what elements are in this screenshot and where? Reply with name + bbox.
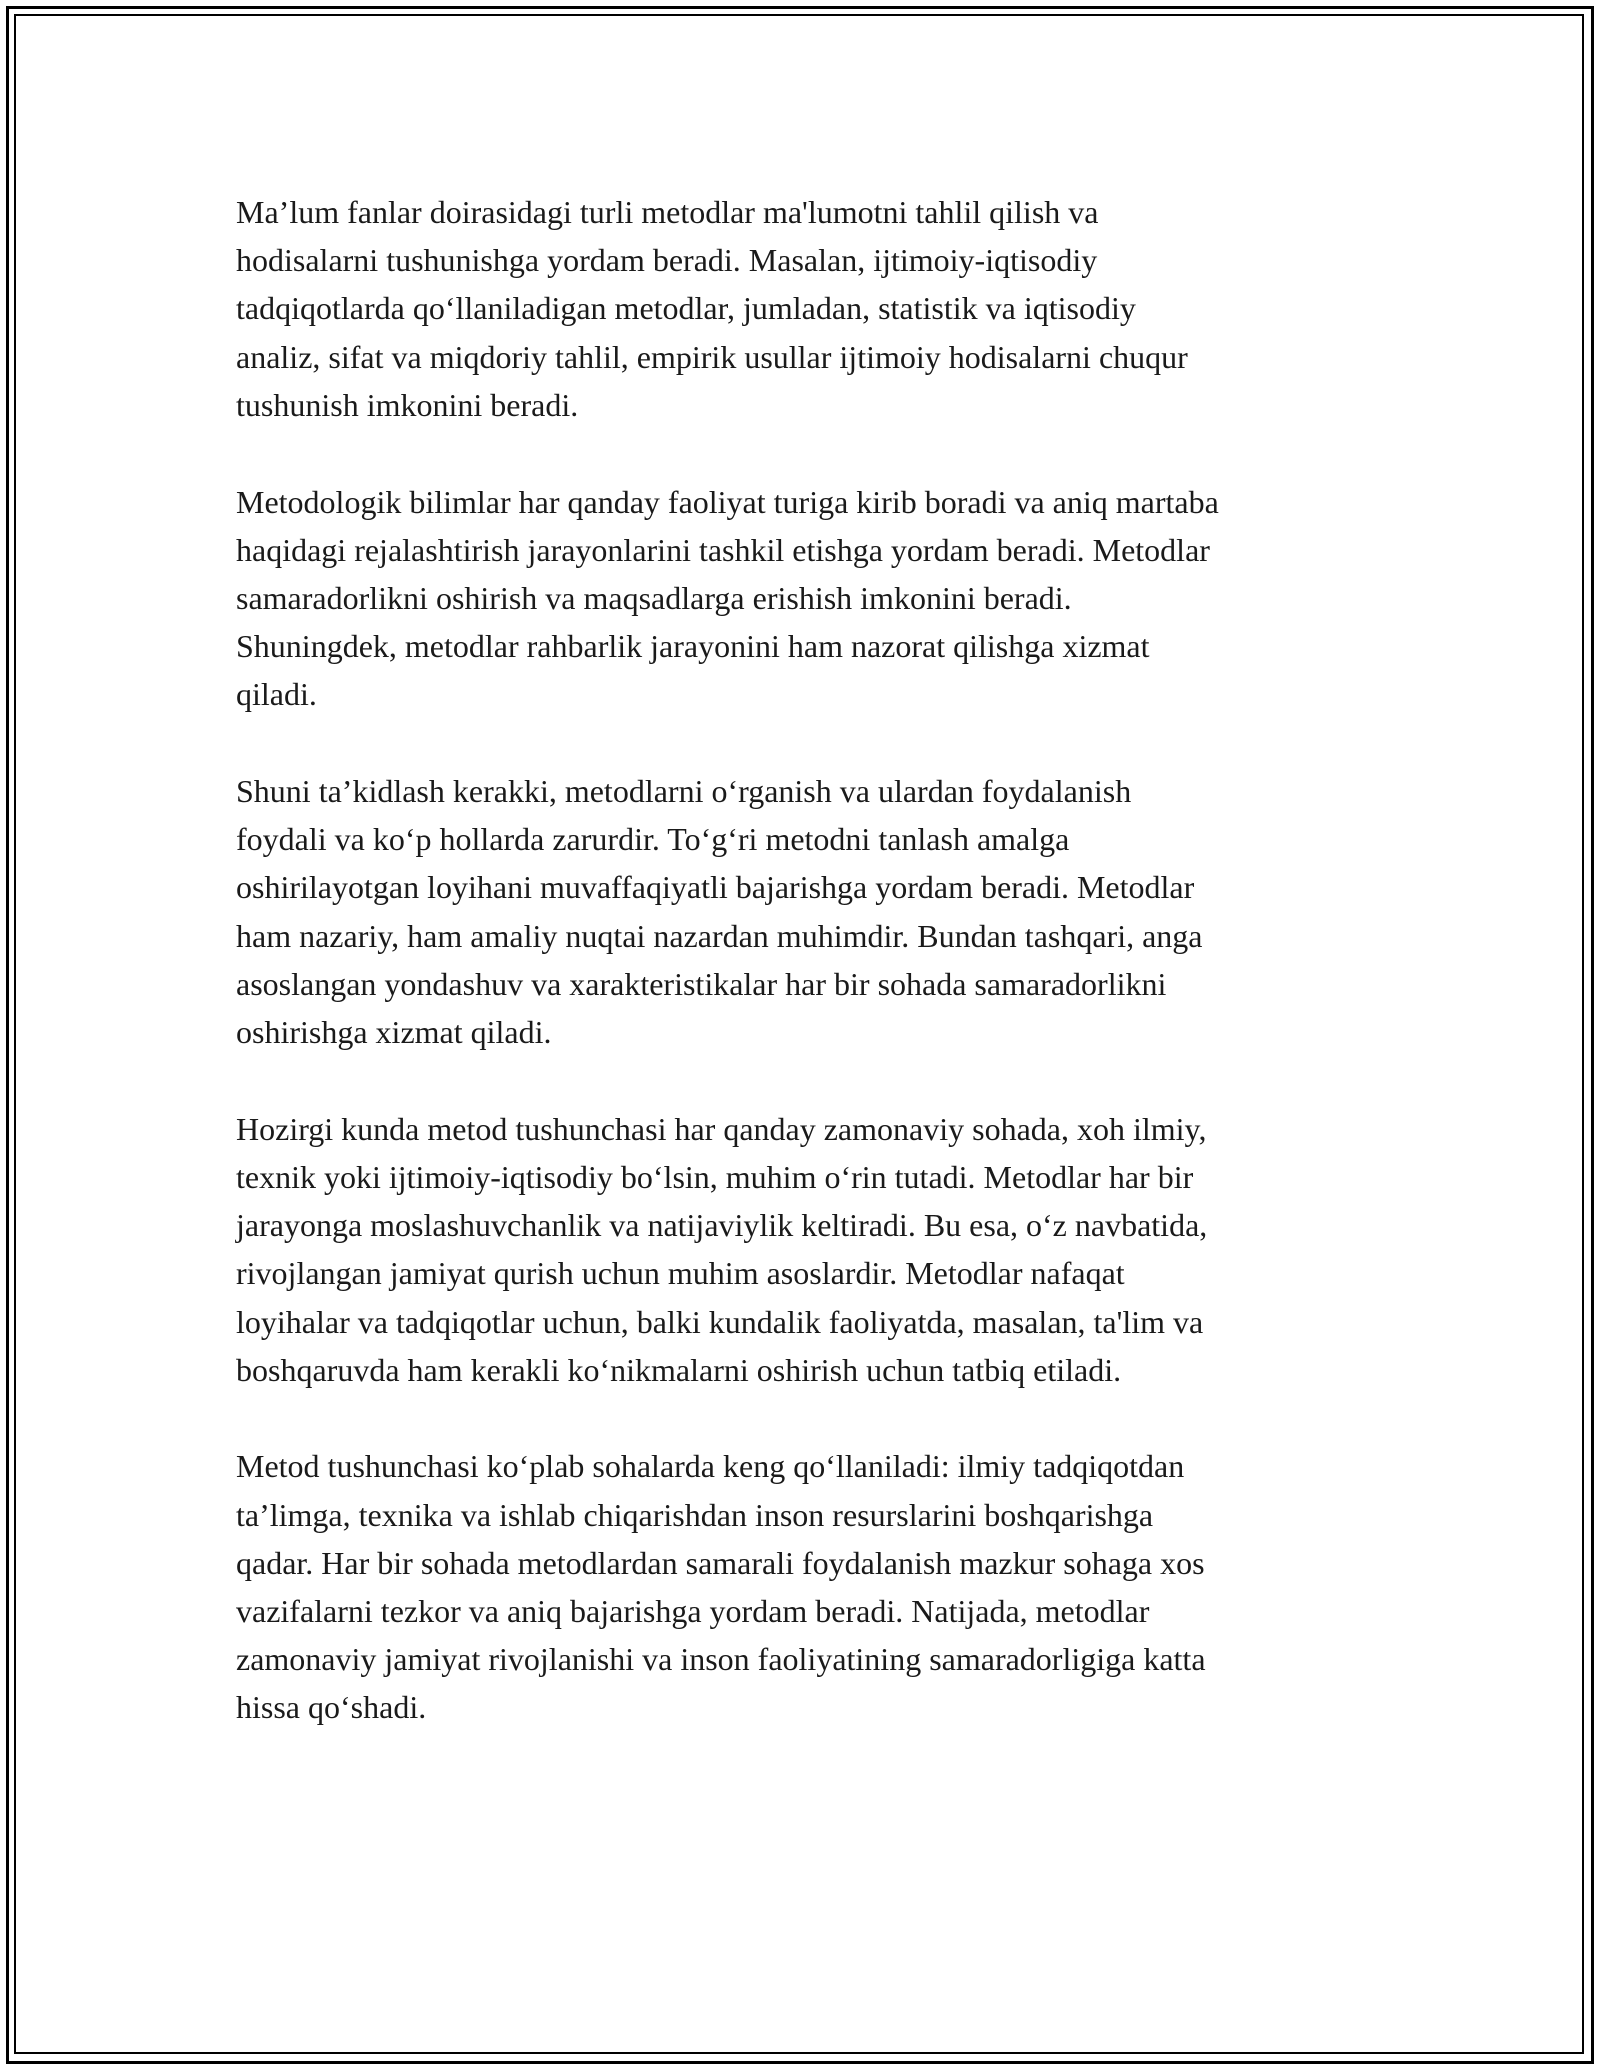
text-line: qadar. Har bir sohada metodlardan samarali foydalanish mazkur sohaga xos (236, 1544, 1205, 1581)
text-line: tadqiqotlarda qo‘llaniladigan metodlar, jumladan, statistik va iqtisodiy (236, 290, 1136, 327)
text-line: oshirishga xizmat qiladi. (236, 1014, 552, 1051)
text-line: foydali va ko‘p hollarda zarurdir. To‘g‘ri metodni tanlash amalga (236, 821, 1070, 858)
paragraph-4 (236, 1105, 1376, 1394)
text-line: haqidagi rejalashtirish jarayonlarini tashkil etishga yordam beradi. Metodlar (236, 531, 1210, 568)
text-line: vazifalarni tezkor va aniq bajarishga yordam beradi. Natijada, metodlar (236, 1593, 1150, 1630)
paragraph-1 (236, 188, 1376, 429)
text-line: tushunish imkonini beradi. (236, 386, 579, 423)
text-line: ham nazariy, ham amaliy nuqtai nazardan muhimdir. Bundan tashqari, anga (236, 917, 1203, 954)
paragraph-2 (236, 478, 1376, 719)
text-line: Shuni ta’kidlash kerakki, metodlarni o‘rganish va ulardan foydalanish (236, 773, 1132, 810)
text-line: ta’limga, texnika va ishlab chiqarishdan inson resurslarini boshqarishga (236, 1496, 1154, 1533)
text-line: Hozirgi kunda metod tushunchasi har qanday zamonaviy sohada, xoh ilmiy, (236, 1110, 1207, 1147)
text-line: oshirilayotgan loyihani muvaffaqiyatli bajarishga yordam beradi. Metodlar (236, 869, 1195, 906)
text-line: Metod tushunchasi ko‘plab sohalarda keng qo‘llaniladi: ilmiy tadqiqotdan (236, 1448, 1185, 1485)
text-line: analiz, sifat va miqdoriy tahlil, empirik usullar ijtimoiy hodisalarni chuqur (236, 338, 1188, 375)
text-line: hodisalarni tushunishga yordam beradi. Masalan, ijtimoiy-iqtisodiy (236, 242, 1098, 279)
document-body (236, 188, 1376, 1780)
text-line: hissa qo‘shadi. (236, 1689, 427, 1726)
text-line: Shuningdek, metodlar rahbarlik jarayonini ham nazorat qilishga xizmat (236, 628, 1150, 665)
paragraph-3 (236, 767, 1376, 1056)
text-line: jarayonga moslashuvchanlik va natijaviylik keltiradi. Bu esa, o‘z navbatida, (236, 1207, 1208, 1244)
text-line: samaradorlikni oshirish va maqsadlarga erishish imkonini beradi. (236, 579, 1072, 616)
text-line: Metodologik bilimlar har qanday faoliyat turiga kirib boradi va aniq martaba (236, 483, 1219, 520)
text-line: Ma’lum fanlar doirasidagi turli metodlar ma'lumotni tahlil qilish va (236, 194, 1099, 230)
text-line: texnik yoki ijtimoiy-iqtisodiy bo‘lsin, muhim o‘rin tutadi. Metodlar har bir (236, 1158, 1194, 1195)
text-line: loyihalar va tadqiqotlar uchun, balki kundalik faoliyatda, masalan, ta'lim va (236, 1303, 1204, 1340)
text-line: zamonaviy jamiyat rivojlanishi va inson faoliyatining samaradorligiga katta (236, 1641, 1206, 1678)
text-line: asoslangan yondashuv va xarakteristikalar har bir sohada samaradorlikni (236, 965, 1167, 1002)
text-line: rivojlangan jamiyat qurish uchun muhim asoslardir. Metodlar nafaqat (236, 1255, 1125, 1292)
paragraph-5 (236, 1442, 1376, 1731)
text-line: qiladi. (236, 676, 317, 713)
text-line: boshqaruvda ham kerakli ko‘nikmalarni oshirish uchun tatbiq etiladi. (236, 1351, 1122, 1388)
